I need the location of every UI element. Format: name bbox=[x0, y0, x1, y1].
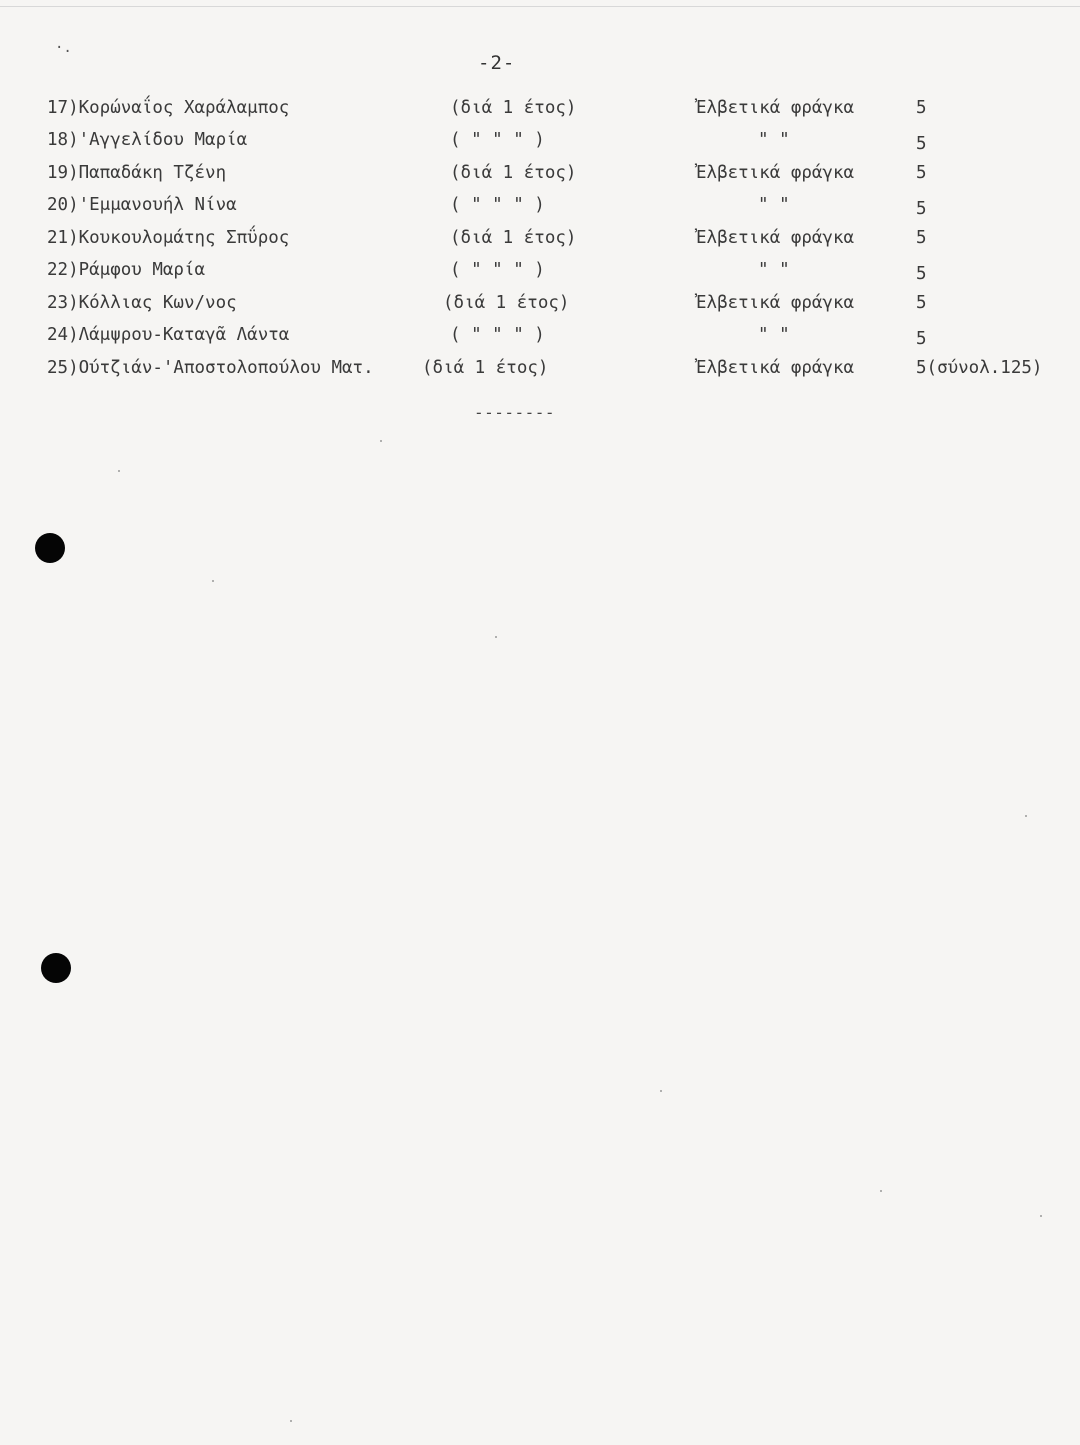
entry-name: 24)Λάμψρου-Καταγᾶ Λάντα bbox=[47, 325, 290, 345]
entry-period: ( " " " ) bbox=[450, 130, 545, 150]
entry-name: 20)'Εμμανουήλ Νίνα bbox=[47, 195, 237, 215]
paper-speck bbox=[1040, 1215, 1042, 1217]
entry-amount: 5 bbox=[916, 163, 927, 183]
entry-amount: 5 bbox=[916, 134, 927, 154]
entry-amount: 5 bbox=[916, 98, 927, 118]
paper-speck bbox=[380, 440, 382, 442]
closing-rule: -------- bbox=[474, 403, 556, 422]
entry-amount: 5 bbox=[916, 228, 927, 248]
list-item bbox=[0, 255, 1080, 285]
entry-name: 25)Ούτζιάν-'Αποστολοπούλου Ματ. bbox=[47, 358, 374, 378]
entry-currency: Ἐλβετικά φράγκα bbox=[696, 163, 855, 183]
list-item bbox=[0, 190, 1080, 220]
entry-period: (διά 1 έτος) bbox=[443, 293, 570, 313]
entry-currency: Ἐλβετικά φράγκα bbox=[696, 228, 855, 248]
entry-name: 23)Κόλλιας Κων/νος bbox=[47, 293, 237, 313]
entry-name: 17)Κορώναΐος Χαράλαμπος bbox=[47, 98, 290, 118]
entry-period: (διά 1 έτος) bbox=[450, 98, 577, 118]
page-top-edge bbox=[0, 6, 1080, 7]
entry-amount: 5 bbox=[916, 199, 927, 219]
entry-amount: 5 bbox=[916, 293, 927, 313]
paper-speck bbox=[880, 1190, 882, 1192]
list-item bbox=[0, 320, 1080, 350]
entry-period: (διά 1 έτος) bbox=[450, 163, 577, 183]
list-item bbox=[0, 125, 1080, 155]
punch-hole-icon bbox=[41, 953, 71, 983]
paper-speck bbox=[118, 470, 120, 472]
entry-name: 19)Παπαδάκη Τζένη bbox=[47, 163, 227, 183]
entry-name: 21)Κουκουλομάτης Σπΰρος bbox=[47, 228, 290, 248]
paper-speck bbox=[290, 1420, 292, 1422]
entry-currency: " " bbox=[758, 195, 790, 215]
punch-hole-icon bbox=[35, 533, 65, 563]
entry-currency: " " bbox=[758, 130, 790, 150]
entry-currency: " " bbox=[758, 260, 790, 280]
entry-period: ( " " " ) bbox=[450, 260, 545, 280]
list-item bbox=[0, 288, 1080, 318]
paper-speck bbox=[212, 580, 214, 582]
list-item bbox=[0, 223, 1080, 253]
entry-currency: " " bbox=[758, 325, 790, 345]
entry-currency: Ἐλβετικά φράγκα bbox=[696, 358, 855, 378]
entry-name: 18)'Αγγελίδου Μαρία bbox=[47, 130, 248, 150]
paper-speck bbox=[660, 1090, 662, 1092]
entry-period: (διά 1 έτος) bbox=[450, 228, 577, 248]
paper-speck bbox=[1025, 815, 1027, 817]
list-item bbox=[0, 158, 1080, 188]
entry-period: ( " " " ) bbox=[450, 325, 545, 345]
page-number: -2- bbox=[478, 52, 516, 74]
entry-name: 22)Ράμφου Μαρία bbox=[47, 260, 206, 280]
entry-amount: 5 bbox=[916, 329, 927, 349]
entry-currency: Ἐλβετικά φράγκα bbox=[696, 293, 855, 313]
entry-amount: 5(σύνολ.125) bbox=[916, 358, 1043, 378]
entry-period: ( " " " ) bbox=[450, 195, 545, 215]
entry-currency: Ἐλβετικά φράγκα bbox=[696, 98, 855, 118]
paper-speck bbox=[495, 636, 497, 638]
list-item bbox=[0, 93, 1080, 123]
stray-mark: ·. bbox=[55, 40, 72, 56]
list-item bbox=[0, 353, 1080, 383]
entry-period: (διά 1 έτος) bbox=[422, 358, 549, 378]
entry-amount: 5 bbox=[916, 264, 927, 284]
